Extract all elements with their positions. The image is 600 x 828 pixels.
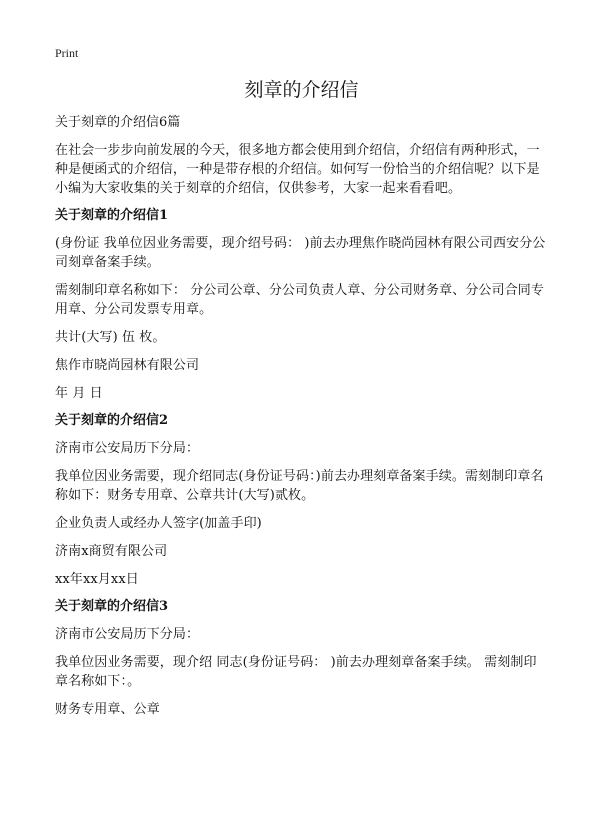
date-line: xx年xx月xx日 — [55, 572, 139, 587]
body-paragraph: 我单位因业务需要，现介绍 同志(身份证号码： )前去办理刻章备案手续。 需刻制印章名称如下：。 — [55, 655, 537, 689]
signature-line: 企业负责人或经办人签字(加盖手印) — [55, 516, 262, 531]
section-heading: 关于刻章的介绍信3 — [55, 599, 169, 614]
recipient-line: 济南市公安局历下分局： — [55, 627, 200, 642]
section-heading: 关于刻章的介绍信2 — [55, 413, 169, 428]
letter-section-2 — [55, 412, 548, 589]
recipient-line: 济南市公安局历下分局： — [55, 441, 200, 456]
print-link[interactable]: Print — [55, 46, 79, 60]
intro-paragraph: 在社会一步步向前发展的今天，很多地方都会使用到介绍信，介绍信有两种形式，一种是便函式的介绍信，一种是带存根的介绍信。如何写一份恰当的介绍信呢？以下是小编为大家收集的关于刻章的介绍信，仅供参考，大家一起来看看吧。 — [55, 143, 540, 196]
letter-section-1 — [55, 207, 548, 403]
page-title: 刻章的介绍信 — [244, 79, 359, 101]
body-paragraph: 需刻制印章名称如下： 分公司公章、分公司负责人章、分公司财务章、分公司合同专用章、分公司发票专用章。 — [55, 283, 544, 317]
body-paragraph: 共计(大写) 伍 枚。 — [55, 330, 166, 345]
company-name: 济南x商贸有限公司 — [55, 544, 168, 559]
body-paragraph: 我单位因业务需要，现介绍同志(身份证号码：)前去办理刻章备案手续。需刻制印章名称如下：财务专用章、公章共计(大写)贰枚。 — [55, 469, 544, 503]
company-name: 焦作市晓尚园林有限公司 — [55, 358, 200, 373]
body-paragraph: 财务专用章、公章 — [55, 702, 160, 717]
letter-section-3 — [55, 598, 548, 719]
document-subtitle: 关于刻章的介绍信6篇 — [55, 115, 181, 130]
body-paragraph: (身份证 我单位因业务需要，现介绍号码： )前去办理焦作晓尚园林有限公司西安分公司刻章备案手续。 — [55, 236, 546, 270]
date-line: 年 月 日 — [55, 386, 103, 401]
section-heading: 关于刻章的介绍信1 — [55, 208, 169, 223]
